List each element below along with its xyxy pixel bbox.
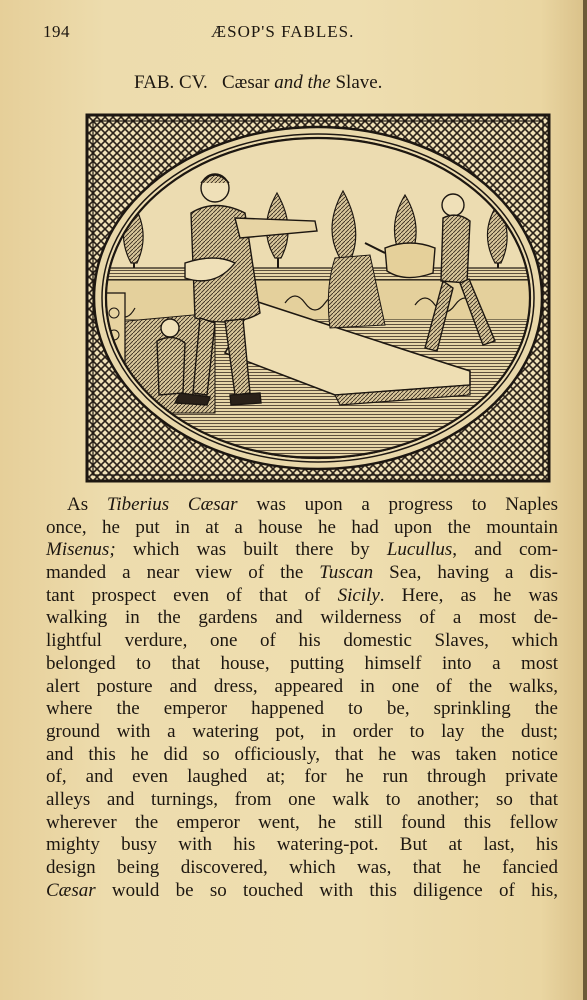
running-title: ÆSOP'S FABLES.	[211, 22, 355, 41]
text-line: alleys and turnings, from one walk to another; so that	[46, 788, 558, 810]
fable-number: FAB. CV.	[134, 72, 208, 93]
text-line: manded a near view of the Tuscan Sea, having a dis-	[46, 562, 558, 584]
text-line: Cæsar would be so touched with this diligence of his,	[46, 879, 558, 901]
text-line: tant prospect even of that of Sicily. Here, as he was	[46, 584, 558, 606]
text-line: design being discovered, which was, that he fancied	[46, 857, 558, 878]
text-line: wherever the emperor went, he still found this fellow	[46, 811, 558, 833]
text-line: once, he put in at a house he had upon the mountain	[46, 516, 558, 538]
page-number: 194	[43, 22, 70, 41]
woodcut-illustration	[85, 113, 551, 483]
fable-title-the: the	[307, 72, 331, 93]
page-edge	[583, 0, 587, 1000]
fable-text	[46, 494, 558, 902]
fable-title	[134, 72, 382, 94]
fable-title-and: and	[274, 72, 303, 93]
fable-title-slave: Slave.	[335, 72, 383, 93]
text-line: mighty busy with his watering-pot. But at last, his	[46, 834, 558, 856]
text-line: belonged to that house, putting himself into a most	[46, 652, 558, 674]
fable-title-caesar: Cæsar	[222, 72, 270, 93]
text-line: As Tiberius Cæsar was upon a progress to Naples	[67, 494, 558, 515]
text-line: ground with a watering pot, in order to lay the dust;	[46, 720, 558, 742]
text-line: alert posture and dress, appeared in one of the walks,	[46, 675, 558, 697]
text-line: lightful verdure, one of his domestic Slaves, which	[46, 630, 558, 652]
text-line: walking in the gardens and wilderness of a most de-	[46, 607, 558, 629]
text-line: and this he did so officiously, that he was taken notice	[46, 743, 558, 765]
text-line: where the emperor happened to be, sprinkling the	[46, 698, 558, 720]
running-header	[43, 22, 543, 44]
text-line: of, and even laughed at; for he run through private	[46, 766, 558, 788]
text-line: Misenus; which was built there by Lucullus, and com-	[46, 539, 558, 561]
